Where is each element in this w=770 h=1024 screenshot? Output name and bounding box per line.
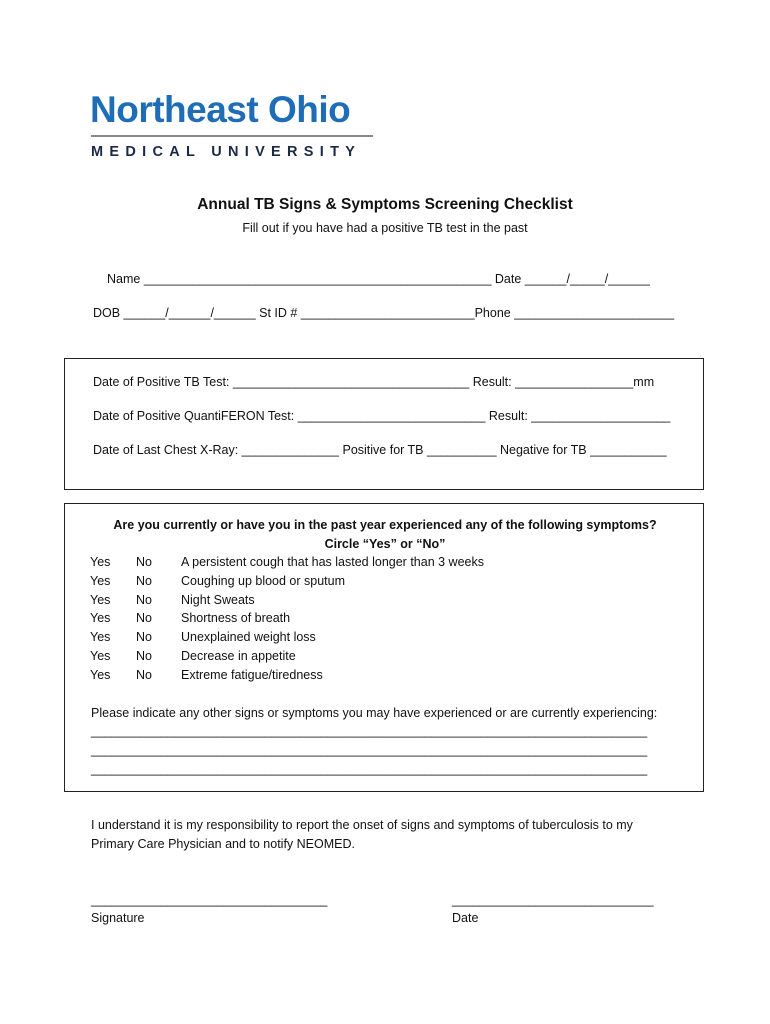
form-title: Annual TB Signs & Symptoms Screening Checklist — [197, 196, 573, 213]
symptom-label: Extreme fatigue/tiredness — [181, 667, 323, 682]
no-option[interactable]: No — [136, 573, 152, 588]
signature-label: Signature — [91, 911, 145, 925]
date-field[interactable]: _____________________________ — [452, 893, 654, 907]
yes-option[interactable]: Yes — [90, 667, 111, 682]
no-option[interactable]: No — [136, 592, 152, 607]
logo-divider — [91, 135, 373, 137]
responsibility-statement-line-1: I understand it is my responsibility to report the onset of signs and symptoms of tuberculosis to my — [91, 818, 633, 832]
symptom-label: Night Sweats — [181, 592, 255, 607]
other-symptoms-line-1[interactable]: ________________________________________________________________________________ — [91, 724, 648, 738]
other-symptoms-line-3[interactable]: ________________________________________________________________________________ — [91, 762, 648, 776]
logo-name: Northeast Ohio — [90, 89, 351, 130]
yes-option[interactable]: Yes — [90, 649, 111, 663]
chest-xray-field[interactable]: Date of Last Chest X-Ray: ______________ Positive for TB __________ Negative for TB ___________ — [93, 443, 667, 457]
no-option[interactable]: No — [136, 611, 152, 626]
positive-quantiferon-field[interactable]: Date of Positive QuantiFERON Test: ___________________________ Result: ____________________ — [93, 409, 671, 423]
yes-option[interactable]: Yes — [90, 611, 111, 626]
yes-option[interactable]: Yes — [90, 592, 111, 607]
yes-option[interactable]: Yes — [90, 573, 111, 588]
dob-stid-phone-field[interactable]: DOB ______/______/______ St ID # _________________________Phone _______________________ — [93, 306, 675, 320]
no-option[interactable]: No — [136, 630, 152, 645]
no-option[interactable]: No — [136, 649, 152, 663]
responsibility-statement-line-2: Primary Care Physician and to notify NEOMED. — [91, 837, 355, 851]
circle-instruction: Circle “Yes” or “No” — [324, 537, 446, 551]
other-symptoms-prompt: Please indicate any other signs or symptoms you may have experienced or are currently experiencing: — [91, 706, 658, 720]
symptom-label: Decrease in appetite — [181, 649, 296, 663]
date-label: Date — [452, 911, 479, 925]
symptom-label: A persistent cough that has lasted longer than 3 weeks — [181, 555, 484, 569]
other-symptoms-line-2[interactable]: ________________________________________________________________________________ — [91, 743, 648, 757]
name-date-field[interactable]: Name __________________________________________________ Date ______/_____/______ — [107, 272, 650, 286]
symptom-label: Shortness of breath — [181, 611, 291, 626]
form-subtitle: Fill out if you have had a positive TB test in the past — [242, 221, 528, 235]
symptoms-question: Are you currently or have you in the past year experienced any of the following symptoms? — [113, 518, 657, 532]
yes-option[interactable]: Yes — [90, 555, 111, 569]
positive-tb-test-field[interactable]: Date of Positive TB Test: __________________________________ Result: _________________mm — [93, 375, 655, 389]
signature-field[interactable]: __________________________________ — [91, 893, 328, 907]
no-option[interactable]: No — [136, 667, 152, 682]
yes-option[interactable]: Yes — [90, 630, 111, 645]
symptom-label: Coughing up blood or sputum — [181, 573, 346, 588]
no-option[interactable]: No — [136, 555, 152, 569]
symptom-label: Unexplained weight loss — [181, 630, 316, 645]
logo-subtitle: MEDICAL UNIVERSITY — [91, 144, 362, 160]
